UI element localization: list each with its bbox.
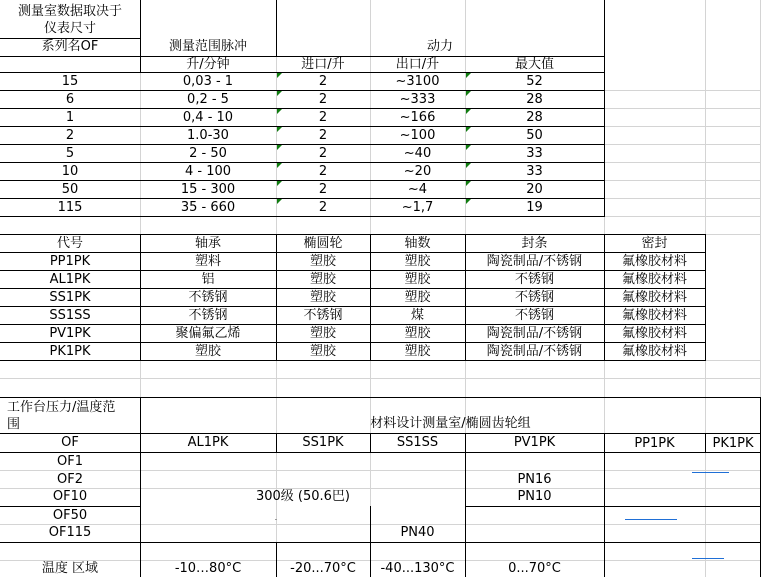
col-al1pk: AL1PK [187,435,229,450]
inlet-cell: 2 [318,92,328,107]
series-cell: 5 [65,146,75,161]
max-cell: 52 [526,74,543,89]
inlet-cell: 2 [318,200,328,215]
material-header-0: 代号 [56,236,83,251]
max-cell: 19 [526,200,543,215]
material-cell: 氟橡胶材料 [621,344,687,359]
inlet-cell: 2 [318,74,328,89]
col-pv1pk: PV1PK [513,435,556,450]
pv1pk-of10-value: PN10 [517,489,552,504]
stray-mark [275,519,277,520]
outlet-cell: ~4 [407,182,428,197]
material-cell: 塑胶 [309,344,336,359]
cell-indicator-icon [277,163,282,168]
material-cell: AL1PK [49,272,91,287]
col-pk1pk: PK1PK [712,436,754,451]
outlet-cell: ~166 [399,110,436,125]
material-header-3: 轴数 [404,236,431,251]
header-series-name: 系列名OF [41,39,99,54]
ss1ss-of115-value: PN40 [400,525,435,540]
max-cell: 33 [526,146,543,161]
outlet-cell: ~333 [399,92,436,107]
max-cell: 28 [526,92,543,107]
material-cell: 不锈钢 [303,308,343,323]
inlet-cell: 2 [318,110,328,125]
cell-indicator-icon [466,91,471,96]
range-cell: 35 - 660 [180,200,236,215]
link-mark-pp1pk-of2[interactable] [692,472,729,473]
cell-indicator-icon [277,145,282,150]
series-cell: 115 [57,200,83,215]
material-cell: 氟橡胶材料 [621,254,687,269]
unit-lpm: 升/分钟 [186,57,230,72]
max-cell: 50 [526,128,543,143]
series-cell: 1 [65,110,75,125]
material-cell: 氟橡胶材料 [621,308,687,323]
material-cell: 聚偏氟乙烯 [175,326,241,341]
cell-indicator-icon [466,199,471,204]
material-cell: PP1PK [49,254,91,269]
outlet-cell: ~3100 [395,74,440,89]
cell-indicator-icon [466,145,471,150]
material-cell: 塑胶 [309,326,336,341]
header-meter-size-line2: 仪表尺寸 [43,21,96,36]
material-cell: 煤 [410,308,424,323]
series-cell: 15 [61,74,79,89]
unit-outlet: 出口/升 [395,57,440,72]
material-cell: 塑胶 [404,290,431,305]
temp-ss1ss: -40...130°C [380,561,455,576]
cell-indicator-icon [277,127,282,132]
material-cell: PV1PK [49,326,91,341]
material-cell: SS1PK [49,290,91,305]
col-ss1pk: SS1PK [302,435,344,450]
cell-indicator-icon [277,91,282,96]
max-cell: 33 [526,164,543,179]
cell-indicator-icon [466,181,471,186]
header-measuring-range: 测量范围脉冲 [168,39,247,54]
material-header-5: 密封 [641,236,668,251]
temperature-label: 温度 区域 [41,561,99,576]
material-cell: 陶瓷制品/不锈钢 [486,254,583,269]
pv1pk-of2-value: PN16 [517,472,552,487]
material-header-2: 椭圆轮 [303,236,343,251]
range-cell: 15 - 300 [180,182,236,197]
inlet-cell: 2 [318,182,328,197]
material-cell: 不锈钢 [514,290,554,305]
range-cell: 2 - 50 [189,146,227,161]
header-meter-size-line1: 测量室数据取决于 [17,4,122,19]
of-value-of10: OF10 [52,489,88,504]
link-mark-pp1pk-of50[interactable] [625,519,677,520]
cell-indicator-icon [466,163,471,168]
material-header-1: 轴承 [194,236,221,251]
temp-ss1pk: -20...70°C [290,561,356,576]
cell-indicator-icon [466,109,471,114]
material-group-header: 材料设计测量室/椭圆齿轮组 [370,416,531,431]
range-cell: 0,4 - 10 [182,110,234,125]
series-cell: 2 [65,128,75,143]
of-header: OF [61,435,79,450]
of-value-of50: OF50 [52,508,88,523]
pressure-title-line2: 围 [7,417,21,432]
cell-indicator-icon [466,127,471,132]
col-ss1ss: SS1SS [396,435,439,450]
series-cell: 50 [61,182,79,197]
range-cell: 0,2 - 5 [187,92,229,107]
material-cell: 塑胶 [404,254,431,269]
material-cell: 塑料 [194,254,221,269]
inlet-cell: 2 [318,128,328,143]
cell-indicator-icon [277,73,282,78]
of-value-of2: OF2 [57,472,83,487]
material-cell: 陶瓷制品/不锈钢 [486,344,583,359]
range-cell: 0,03 - 1 [182,74,234,89]
outlet-cell: ~100 [399,128,436,143]
link-mark-pp1pk-temp[interactable] [692,558,724,559]
series-cell: 6 [65,92,75,107]
material-cell: 铝 [201,272,215,287]
pressure-title-line1: 工作台压力/温度范 [7,400,116,415]
material-cell: 塑胶 [309,290,336,305]
max-cell: 28 [526,110,543,125]
col-pp1pk: PP1PK [634,436,675,451]
cell-indicator-icon [466,73,471,78]
material-cell: 不锈钢 [188,290,228,305]
material-cell: 塑胶 [309,272,336,287]
cell-indicator-icon [277,109,282,114]
material-cell: 塑胶 [404,272,431,287]
material-cell: PK1PK [49,344,91,359]
material-cell: 塑胶 [404,344,431,359]
cell-indicator-icon [277,181,282,186]
material-cell: 不锈钢 [188,308,228,323]
outlet-cell: ~20 [403,164,432,179]
inlet-cell: 2 [318,146,328,161]
range-cell: 1.0-30 [187,128,229,143]
unit-inlet: 进口/升 [301,57,345,72]
of-value-of1: OF1 [57,454,83,469]
max-cell: 20 [526,182,543,197]
outlet-cell: ~1,7 [401,200,434,215]
unit-max: 最大值 [514,57,554,72]
pressure-class-value: 300级 (50.6巴) [255,489,351,504]
material-cell: 不锈钢 [514,272,554,287]
temp-pv1pk: 0...70°C [508,561,561,576]
inlet-cell: 2 [318,164,328,179]
range-cell: 4 - 100 [184,164,232,179]
outlet-cell: ~40 [403,146,432,161]
material-cell: 不锈钢 [514,308,554,323]
material-cell: 陶瓷制品/不锈钢 [486,326,583,341]
temp-al1pk: -10…80°C [174,561,242,576]
material-cell: 塑胶 [404,326,431,341]
series-cell: 10 [61,164,79,179]
material-cell: SS1SS [49,308,91,323]
header-power: 动力 [426,39,453,54]
cell-indicator-icon [277,199,282,204]
material-cell: 塑胶 [309,254,336,269]
material-cell: 氟橡胶材料 [621,290,687,305]
material-header-4: 封条 [521,236,548,251]
material-cell: 氟橡胶材料 [621,272,687,287]
material-cell: 氟橡胶材料 [621,326,687,341]
of-value-of115: OF115 [48,525,92,540]
material-cell: 塑胶 [194,344,221,359]
